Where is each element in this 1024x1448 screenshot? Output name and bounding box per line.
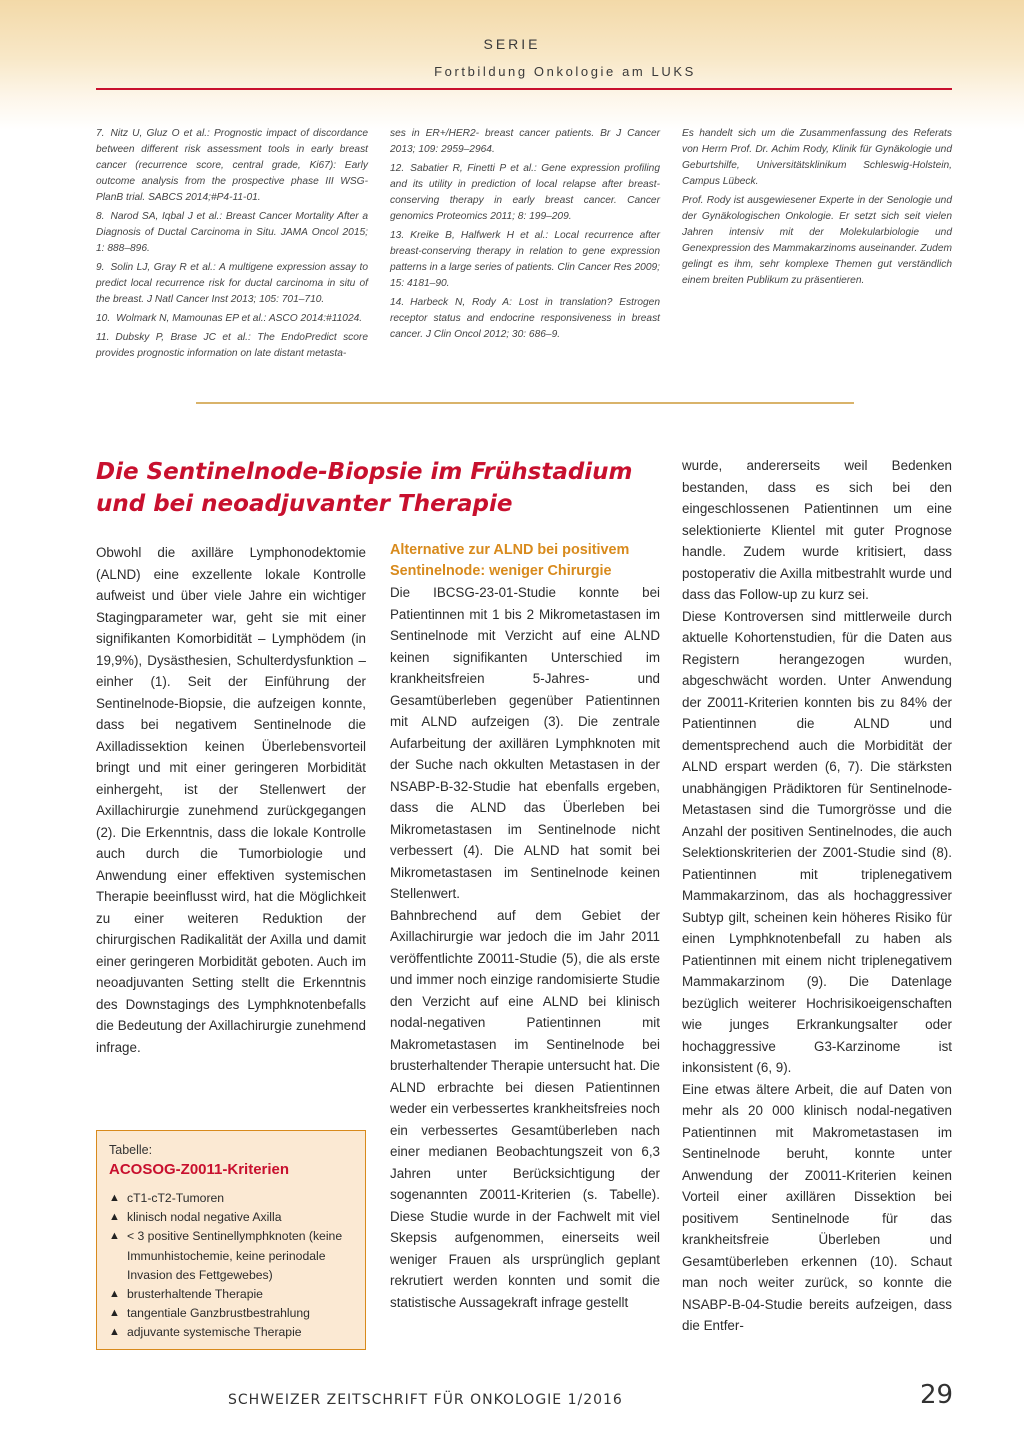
reference-item: 9. Solin LJ, Gray R et al.: A multigene expression assay to predict local recurrence risk for ductal carcinoma in situ of the breast. J Natl Cancer Inst 2013; 105: 701–710. [96,262,368,305]
article-paragraph: wurde, andererseits weil Bedenken bestanden, dass es sich bei den eingeschlossenen Patientinnen um eine selektionierte Klientel mit guter Prognose handle. Zudem wurde kritisiert, dass postoperativ die Axilla mitbestrahlt wurde und dass das Follow-up zu kurz sei. [682,458,952,602]
article-paragraph: Eine etwas ältere Arbeit, die auf Daten von mehr als 20 000 klinisch nodal-negativen Patientinnen mit Makrometastasen im Sentinelnode beruht, konnte unter Anwendung der Z0011-Kriterien keinen Vorteil einer axillären Dissektion bei positivem Sentinelnode für das krankheitsfreie Überleben und Gesamtüberleben erkennen (10). Schaut man noch weiter zurück, so konnte die NSABP-B-04-Studie bereits aufzeigen, dass die Entfer- [682,1081,952,1333]
criteria-item: ▲ adjuvante systemische Therapie [109,1323,353,1342]
author-note-paragraph: Prof. Rody ist ausgewiesener Experte in der Senologie und der Gynäkologischen Onkologie. Er setzt sich seit vielen Jahren intensiv mit der Molekularbiologie und Genexpression des Mammakarzinoms auseinander. Zudem gelingt es ihm, sehr komplexe Themen gut verständlich einem breiten Publikum zu präsentieren. [682,195,952,286]
section-divider [196,402,854,404]
reference-item: 12. Sabatier R, Finetti P et al.: Gene expression profiling and its utility in prediction of local relapse after breast-conserving therapy in early breast cancer. Cancer genomics Proteomics 2011; 8: 199–209. [390,163,660,222]
journal-footer: SCHWEIZER ZEITSCHRIFT FÜR ONKOLOGIE 1/2016 [228,1392,623,1408]
criteria-item: ▲ cT1-cT2-Tumoren [109,1189,353,1208]
article-column-2 [390,540,660,1313]
article-paragraph: Obwohl die axilläre Lymphonodektomie (ALND) eine exzellente lokale Kontrolle aufweist und über viele Jahre ein wichtiger Stagingparameter war, geht sie mit einer signifikanten Komorbidität – Lymphödem (in 19,9%), Dysästhesien, Schulterdysfunktion – einher (1). Seit der Einführung der Sentinelnode-Biopsie, die aufzeigen konnte, dass bei negativem Sentinelnode die Axilladissektion keinen Überlebensvorteil bringt und mit einer geringeren Morbidität einhergeht, ist der Stellenwert der Axillachirurgie zunehmend zurückgegangen (2). Die Erkenntnis, dass die lokale Kontrolle auch durch die Tumorbiologie und Anwendung einer effektiven systemischen Therapie beeinflusst wird, hat die Möglichkeit zu einer weiteren Reduktion der chirurgischen Radikalität der Axilla und damit einer geringeren Morbidität geboten. Auch im neoadjuvanten Setting stellt die Erkenntnis des Downstagings des Lymphknotenbefalls die Bedeutung der Axillachirurgie zunehmend infrage. [96,545,366,1055]
article-title: Die Sentinelnode-Biopsie im Frühstadium und bei neoadjuvanter Therapie [96,459,633,517]
reference-item: 8. Narod SA, Iqbal J et al.: Breast Cancer Mortality After a Diagnosis of Ductal Carcinoma in Situ. JAMA Oncol 2015; 1: 888–896. [96,211,368,254]
reference-item: 13. Kreike B, Halfwerk H et al.: Local recurrence after breast-conserving therapy in relation to gene expression patterns in a large series of patients. Clin Cancer Res 2009; 15: 4181–90. [390,230,660,289]
triangle-bullet-icon: ▲ [109,1307,120,1320]
criteria-list [109,1189,353,1343]
triangle-bullet-icon: ▲ [109,1211,120,1224]
references-column-2 [390,126,660,346]
triangle-bullet-icon: ▲ [109,1326,120,1339]
criteria-item: ▲ brusterhaltende Therapie [109,1285,353,1304]
table-title: ACOSOG-Z0011-Kriterien [109,1161,290,1178]
criteria-table [96,1130,366,1350]
article-column-3 [682,455,952,1337]
table-label: Tabelle: [109,1143,153,1157]
article-column-1 [96,542,366,1058]
reference-item: ses in ER+/HER2- breast cancer patients. Br J Cancer 2013; 109: 2959–2964. [390,128,660,155]
series-subtitle: Fortbildung Onkologie am LUKS [434,64,696,79]
reference-item: 11. Dubsky P, Brase JC et al.: The EndoPredict score provides prognostic information on late distant metasta- [96,332,368,359]
article-paragraph: Bahnbrechend auf dem Gebiet der Axillachirurgie war jedoch die im Jahr 2011 veröffentlichte Z0011-Studie (5), die als erste und immer noch einzige randomisierte Studie den Verzicht auf eine ALND bei klinisch nodal-negativen Patientinnen mit Makrometastasen im Sentinelnode bei brusterhaltender Therapie untersucht hat. Die ALND erbrachte bei diesen Patientinnen weder ein verbessertes krankheitsfreies noch ein verbessertes Gesamtüberleben nach einer medianen Beobachtungszeit von 6,3 Jahren unter Berücksichtigung der sogenannten Z0011-Kriterien (s. Tabelle). Diese Studie wurde in der Fachwelt mit viel Skepsis aufgenommen, einerseits weil weniger Frauen als ursprünglich geplant rekrutiert werden konnten und somit die statistische Aussagekraft infrage gestellt [390,907,660,1310]
references-column-1 [96,126,368,365]
triangle-bullet-icon: ▲ [109,1230,120,1243]
criteria-item: ▲ klinisch nodal negative Axilla [109,1208,353,1227]
reference-item: 14. Harbeck N, Rody A: Lost in translation? Estrogen receptor status and endocrine responsiveness in breast cancer. J Clin Oncol 2012; 30: 686–9. [390,297,660,340]
triangle-bullet-icon: ▲ [109,1288,120,1301]
author-note [682,126,952,292]
article-paragraph: Die IBCSG-23-01-Studie konnte bei Patientinnen mit 1 bis 2 Mikrometastasen im Sentinelnode mit Verzicht auf eine ALND keinen signifikanten Unterschied im krankheitsfreien 5-Jahres- und Gesamtüberleben gegenüber Patientinnen mit ALND aufzeigen (3). Die zentrale Aufarbeitung der axillären Lymphknoten mit der Suche nach okkulten Metastasen in der NSABP-B-32-Studie hat ebenfalls ergeben, dass die ALND das Überleben bei Mikrometastasen im Sentinelnode nicht verbessert (4). Die ALND hat somit bei Mikrometastasen im Sentinelnode keinen Stellenwert. [390,585,660,901]
section-subheading: Alternative zur ALND bei positivem Sentinelnode: weniger Chirurgie [390,542,630,579]
article-paragraph: Diese Kontroversen sind mittlerweile durch aktuelle Kohortenstudien, für die Daten aus Registern herangezogen wurden, abgeschwächt worden. Unter Anwendung der Z0011-Kriterien konnten bis zu 84% der Patientinnen die ALND und dementsprechend auch die Morbidität der ALND erspart werden (6, 7). Die stärksten unabhängigen Prädiktoren für Sentinelnode-Metastasen sind die Tumorgrösse und die Anzahl der positiven Sentinelnodes, die auch Selektionskriterien der Z001-Studie sind (8). Patientinnen mit triplenegativem Mammakarzinom, das als hochaggressiver Subtyp gilt, scheinen kein höheres Risiko für einen Lymphknotenbefall zu haben als Patientinnen mit einem nicht triplenegativem Mammakarzinom (9). Die Datenlage bezüglich weiterer Hochrisikoeigenschaften wie junges Erkrankungsalter oder hochaggressive G3-Karzinome ist inkonsistent (6, 9). [682,608,952,1075]
page-number: 29 [920,1380,954,1410]
header-divider [96,88,952,90]
reference-item: 10. Wolmark N, Mamounas EP et al.: ASCO 2014:#11024. [96,313,363,324]
author-note-paragraph: Es handelt sich um die Zusammenfassung des Referats von Herrn Prof. Dr. Achim Rody, Klinik für Gynäkologie und Geburtshilfe, Universitätsklinikum Schleswig-Holstein, Campus Lübeck. [682,128,952,187]
criteria-item: ▲ tangentiale Ganzbrustbestrahlung [109,1304,353,1323]
series-label: SERIE [483,36,541,52]
triangle-bullet-icon: ▲ [109,1192,120,1204]
criteria-item: ▲ < 3 positive Sentinellymphknoten (keine Immunhistochemie, keine perinodale Invasion des Fettgewebes) [109,1229,343,1282]
reference-item: 7. Nitz U, Gluz O et al.: Prognostic impact of discordance between different risk assessment tools in early breast cancer (recurrence score, central grade, Ki67): Early outcome analysis from the prospective phase III WSG-PlanB trial. SABCS 2014;#P4-11-01. [96,128,368,203]
